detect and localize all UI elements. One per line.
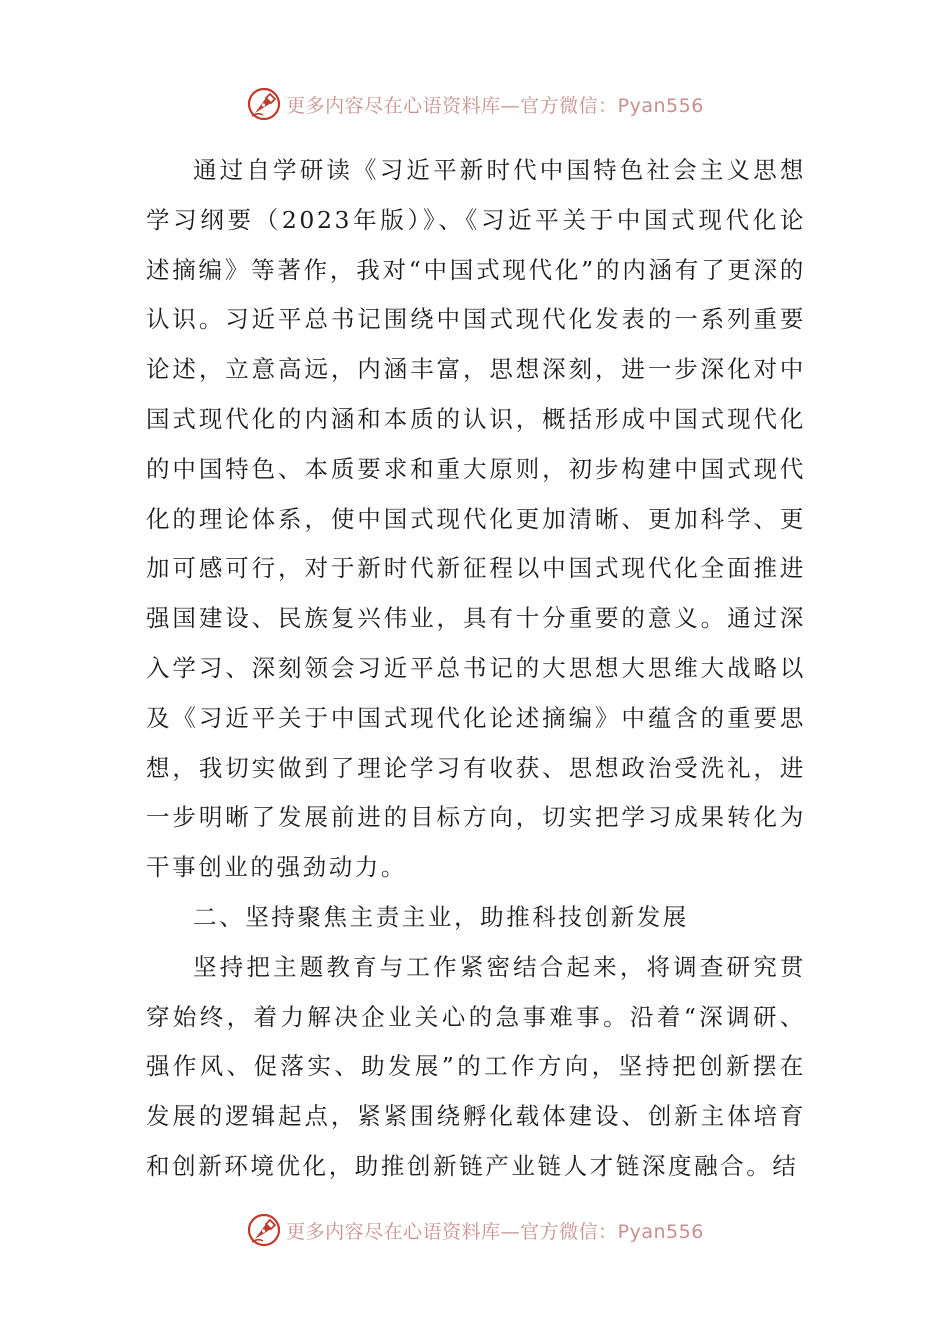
header-banner	[0, 82, 950, 126]
wechat-id: Pyan556	[617, 94, 704, 117]
footer-banner	[0, 1208, 950, 1252]
pen-nib-logo-icon	[246, 86, 282, 122]
section-heading-2: 二、坚持聚焦主责主业，助推科技创新发展	[193, 902, 689, 931]
paragraph-2: 坚持把主题教育与工作紧密结合起来，将调查研究贯穿始终，着力解决企业关心的急事难事。沿着“深调研、强作风、促落实、助发展”的工作方向，坚持把创新摆在发展的逻辑起点，紧紧围绕孵化载体建设、创新主体培育和创新环境优化，助推创新链产业链人才链深度融合。结	[146, 952, 806, 1180]
document-body	[146, 146, 806, 1192]
banner-text	[286, 1217, 704, 1244]
wechat-id: Pyan556	[617, 1220, 704, 1243]
banner-label: 更多内容尽在心语资料库—官方微信：	[286, 1220, 618, 1243]
banner-label: 更多内容尽在心语资料库—官方微信：	[286, 94, 618, 117]
pen-nib-logo-icon	[246, 1212, 282, 1248]
banner-text	[286, 91, 704, 118]
paragraph-1: 通过自学研读《习近平新时代中国特色社会主义思想学习纲要（2023年版）》、《习近平关于中国式现代化论述摘编》等著作，我对“中国式现代化”的内涵有了更深的认识。习近平总书记围绕中国式现代化发表的一系列重要论述，立意高远，内涵丰富，思想深刻，进一步深化对中国式现代化的内涵和本质的认识，概括形成中国式现代化的中国特色、本质要求和重大原则，初步构建中国式现代化的理论体系，使中国式现代化更加清晰、更加科学、更加可感可行，对于新时代新征程以中国式现代化全面推进强国建设、民族复兴伟业，具有十分重要的意义。通过深入学习、深刻领会习近平总书记的大思想大思维大战略以及《习近平关于中国式现代化论述摘编》中蕴含的重要思想，我切实做到了理论学习有收获、思想政治受洗礼，进一步明晰了发展前进的目标方向，切实把学习成果转化为干事创业的强劲动力。	[146, 156, 806, 882]
